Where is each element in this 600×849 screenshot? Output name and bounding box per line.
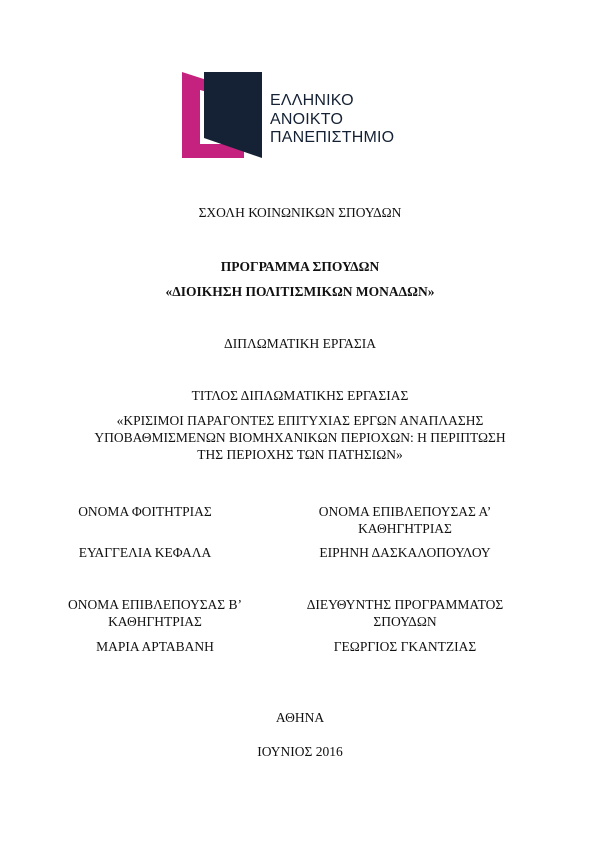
- director-label: [290, 597, 520, 630]
- logo-line-2: ΑΝΟΙΚΤΟ: [270, 110, 344, 128]
- date: ΙΟΥΝΙΟΣ 2016: [257, 744, 343, 759]
- supervisor-b-name: ΜΑΡΙΑ ΑΡΤΑΒΑΝΗ: [96, 639, 214, 654]
- thesis-title-line: ΤΗΣ ΠΕΡΙΟΧΗΣ ΤΩΝ ΠΑΤΗΣΙΩΝ»: [197, 447, 403, 462]
- program-name: «ΔΙΟΙΚΗΣΗ ΠΟΛΙΤΙΣΜΙΚΩΝ ΜΟΝΑΔΩΝ»: [165, 284, 435, 299]
- director-label-line: ΣΠΟΥΔΩΝ: [373, 613, 437, 629]
- thesis-title-label: ΤΙΤΛΟΣ ΔΙΠΛΩΜΑΤΙΚΗΣ ΕΡΓΑΣΙΑΣ: [191, 388, 409, 403]
- student-label: ΟΝΟΜΑ ΦΟΙΤΗΤΡΙΑΣ: [78, 504, 212, 519]
- supervisor-b-label-line: ΚΑΘΗΓΗΤΡΙΑΣ: [108, 613, 202, 629]
- supervisor-b-label-line: ΟΝΟΜΑ ΕΠΙΒΛΕΠΟΥΣΑΣ Β’: [67, 597, 243, 612]
- logo-line-3: ΠΑΝΕΠΙΣΤΗΜΙΟ: [270, 129, 395, 146]
- supervisor-a-name: ΕΙΡΗΝΗ ΔΑΣΚΑΛΟΠΟΥΛΟΥ: [319, 545, 491, 560]
- supervisor-a-label-line: ΚΑΘΗΓΗΤΡΙΑΣ: [358, 520, 452, 536]
- city: ΑΘΗΝΑ: [275, 710, 325, 725]
- thesis-type: ΔΙΠΛΩΜΑΤΙΚΗ ΕΡΓΑΣΙΑ: [224, 336, 376, 351]
- supervisor-b-label: [60, 597, 250, 630]
- supervisor-a-label: [290, 504, 520, 537]
- thesis-title: [0, 412, 600, 463]
- logo-line-1: ΕΛΛΗΝΙΚΟ: [270, 92, 354, 109]
- thesis-title-line: ΥΠΟΒΑΘΜΙΣΜΕΝΩΝ ΒΙΟΜΗΧΑΝΙΚΩΝ ΠΕΡΙΟΧΩΝ: Η ΠΕΡΙΠΤΩΣΗ: [94, 430, 506, 445]
- program-heading: ΠΡΟΓΡΑΜΜΑ ΣΠΟΥΔΩΝ: [220, 259, 380, 274]
- thesis-title-line: «ΚΡΙΣΙΜΟΙ ΠΑΡΑΓΟΝΤΕΣ ΕΠΙΤΥΧΙΑΣ ΕΡΓΩΝ ΑΝΑΠΛΑΣΗΣ: [116, 413, 484, 428]
- director-label-line: ΔΙΕΥΘΥΝΤΗΣ ΠΡΟΓΡΑΜΜΑΤΟΣ: [306, 597, 504, 612]
- supervisor-a-label-line: ΟΝΟΜΑ ΕΠΙΒΛΕΠΟΥΣΑΣ Α’: [318, 504, 492, 519]
- school-name: ΣΧΟΛΗ ΚΟΙΝΩΝΙΚΩΝ ΣΠΟΥΔΩΝ: [198, 205, 402, 220]
- logo-wordmark: [270, 92, 420, 148]
- student-name: ΕΥΑΓΓΕΛΙΑ ΚΕΦΑΛΑ: [78, 545, 212, 560]
- director-name: ΓΕΩΡΓΙΟΣ ΓΚΑΝΤΖΙΑΣ: [333, 639, 477, 654]
